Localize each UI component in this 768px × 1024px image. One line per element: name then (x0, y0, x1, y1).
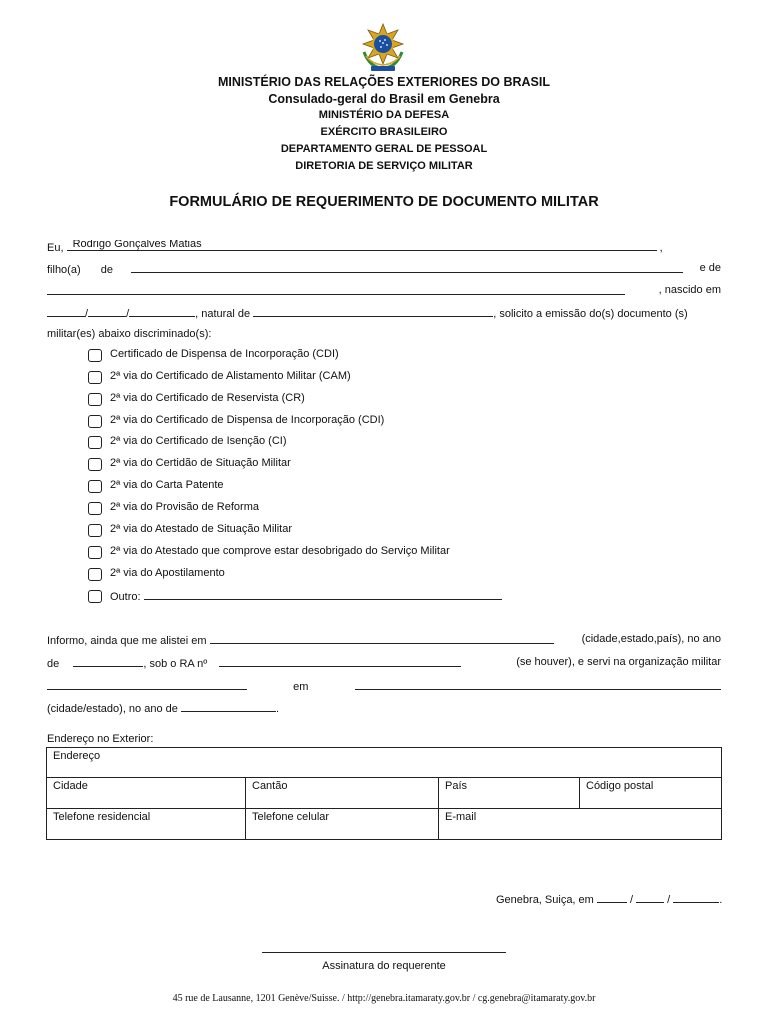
year-row (47, 701, 721, 715)
enlist-year-field[interactable] (73, 656, 143, 667)
ra-field[interactable] (219, 656, 461, 667)
mother-row (47, 284, 721, 298)
militar-row (47, 328, 721, 340)
option-other-row (110, 589, 502, 603)
org-row (47, 679, 721, 693)
name-row (47, 240, 721, 254)
option-checkbox[interactable] (88, 590, 102, 603)
name-field[interactable] (67, 240, 657, 251)
option-label: 2ª via do Apostilamento (110, 567, 225, 579)
city-field[interactable] (47, 778, 246, 809)
natural-label: , natural de (195, 308, 251, 320)
address-table (46, 747, 722, 840)
militar-label: militar(es) abaixo discriminado(s): (47, 328, 212, 340)
de-label: de (47, 658, 60, 670)
option-label: 2ª via do Certificado de Reservista (CR) (110, 392, 305, 404)
address-field[interactable] (47, 748, 722, 778)
email-label: E-mail (445, 811, 477, 823)
option-checkbox[interactable] (88, 524, 102, 537)
postal-code-field[interactable] (580, 778, 722, 809)
date-month-field[interactable] (636, 892, 664, 903)
ra-row (47, 656, 721, 670)
father-field[interactable] (131, 262, 683, 273)
option-label: 2ª via do Certidão de Situação Militar (110, 457, 291, 469)
option-label: 2ª via do Atestado de Situação Militar (110, 523, 293, 535)
army-heading: EXÉRCITO BRASILEIRO (320, 126, 448, 138)
option-checkbox[interactable] (88, 436, 102, 449)
home-phone-label: Telefone residencial (53, 811, 151, 823)
e-de-label: e de (699, 262, 721, 274)
date-slash: / (667, 894, 671, 906)
home-phone-field[interactable] (47, 809, 246, 840)
option-checkbox[interactable] (88, 393, 102, 406)
country-label: País (445, 780, 468, 792)
option-label: 2ª via do Atestado que comprove estar desobrigado do Serviço Militar (110, 545, 450, 557)
birth-month-field[interactable] (88, 306, 126, 317)
address-label: Endereço (53, 750, 101, 762)
mobile-phone-label: Telefone celular (252, 811, 330, 823)
canton-field[interactable] (246, 778, 439, 809)
option-checkbox[interactable] (88, 502, 102, 515)
date-slash: / (629, 894, 634, 906)
birthplace-field[interactable] (253, 306, 493, 317)
enlist-row (47, 633, 721, 647)
em-label: em (293, 681, 309, 693)
option-checkbox[interactable] (88, 546, 102, 559)
birth-day-field[interactable] (47, 306, 85, 317)
date-year-field[interactable] (673, 892, 719, 903)
form-title: FORMULÁRIO DE REQUERIMENTO DE DOCUMENTO MILITAR (169, 194, 599, 210)
period-label: . (719, 894, 723, 906)
informo-label: Informo, ainda que me alistei em (47, 635, 207, 647)
option-checkbox[interactable] (88, 480, 102, 493)
defense-heading: MINISTÉRIO DA DEFESA (318, 109, 450, 121)
brazil-coat-of-arms-icon (356, 22, 410, 74)
signature-line[interactable] (262, 952, 506, 953)
sob-label: , sob o RA nº (143, 658, 208, 670)
nascido-label: , nascido em (658, 284, 721, 296)
option-label: 2ª via do Provisão de Reforma (110, 501, 259, 513)
canton-label: Cantão (252, 780, 288, 792)
de-label: de (100, 264, 113, 276)
org-field[interactable] (47, 679, 247, 690)
department-heading: DEPARTAMENTO GERAL DE PESSOAL (280, 143, 488, 155)
solicito-label: , solicito a emissão do(s) documento (s) (493, 308, 688, 320)
signature-label: Assinatura do requerente (322, 960, 446, 972)
servi-label: (se houver), e servi na organização militar (516, 656, 721, 668)
option-label: Certificado de Dispensa de Incorporação (CDI) (110, 348, 339, 360)
option-checkbox[interactable] (88, 568, 102, 581)
name-value: Rodrigo Gonçalves Matias (72, 240, 202, 250)
option-checkbox[interactable] (88, 349, 102, 362)
option-label: 2ª via do Certificado de Alistamento Militar (CAM) (110, 370, 351, 382)
period-label: . (275, 703, 279, 715)
date-day-field[interactable] (597, 892, 627, 903)
option-checkbox[interactable] (88, 415, 102, 428)
footer-address: 45 rue de Lausanne, 1201 Genève/Suisse. / http://genebra.itamaraty.gov.br / cg.genebra@itamaraty.gov.br (172, 993, 596, 1004)
postal-code-label: Código postal (586, 780, 654, 792)
address-section-label: Endereço no Exterior: (47, 733, 154, 745)
directorate-heading: DIRETORIA DE SERVIÇO MILITAR (295, 160, 473, 172)
mobile-phone-field[interactable] (246, 809, 439, 840)
mother-field[interactable] (47, 284, 625, 295)
org-location-field[interactable] (355, 679, 721, 690)
cidade-estado-label: (cidade/estado), no ano de (47, 703, 178, 715)
city-label: Cidade (53, 780, 88, 792)
cidade-label: (cidade,estado,país), no ano (581, 633, 721, 645)
date-place-label: Genebra, Suiça, em (496, 894, 594, 906)
birth-year-field[interactable] (129, 306, 195, 317)
filho-label: filho(a) (47, 264, 81, 276)
option-label: 2ª via do Certificado de Isenção (CI) (110, 435, 287, 447)
country-field[interactable] (439, 778, 580, 809)
service-year-field[interactable] (181, 701, 276, 712)
option-checkbox[interactable] (88, 371, 102, 384)
other-field[interactable] (144, 589, 502, 600)
birth-row: / / , natural de , solicito a emissão do(s) documento (s) (47, 306, 721, 320)
comma-label: , (659, 242, 663, 254)
consulate-heading: Consulado-geral do Brasil em Genebra (268, 92, 500, 106)
eu-label: Eu, (47, 242, 64, 254)
date-row (496, 892, 722, 906)
enlist-place-field[interactable] (210, 633, 554, 644)
option-label: 2ª via do Carta Patente (110, 479, 224, 491)
email-field[interactable] (439, 809, 722, 840)
parents-row (47, 262, 721, 276)
option-checkbox[interactable] (88, 458, 102, 471)
ministry-heading: MINISTÉRIO DAS RELAÇÕES EXTERIORES DO BRASIL (218, 75, 550, 89)
option-label: Outro: (110, 591, 141, 603)
option-label: 2ª via do Certificado de Dispensa de Incorporação (CDI) (110, 414, 385, 426)
